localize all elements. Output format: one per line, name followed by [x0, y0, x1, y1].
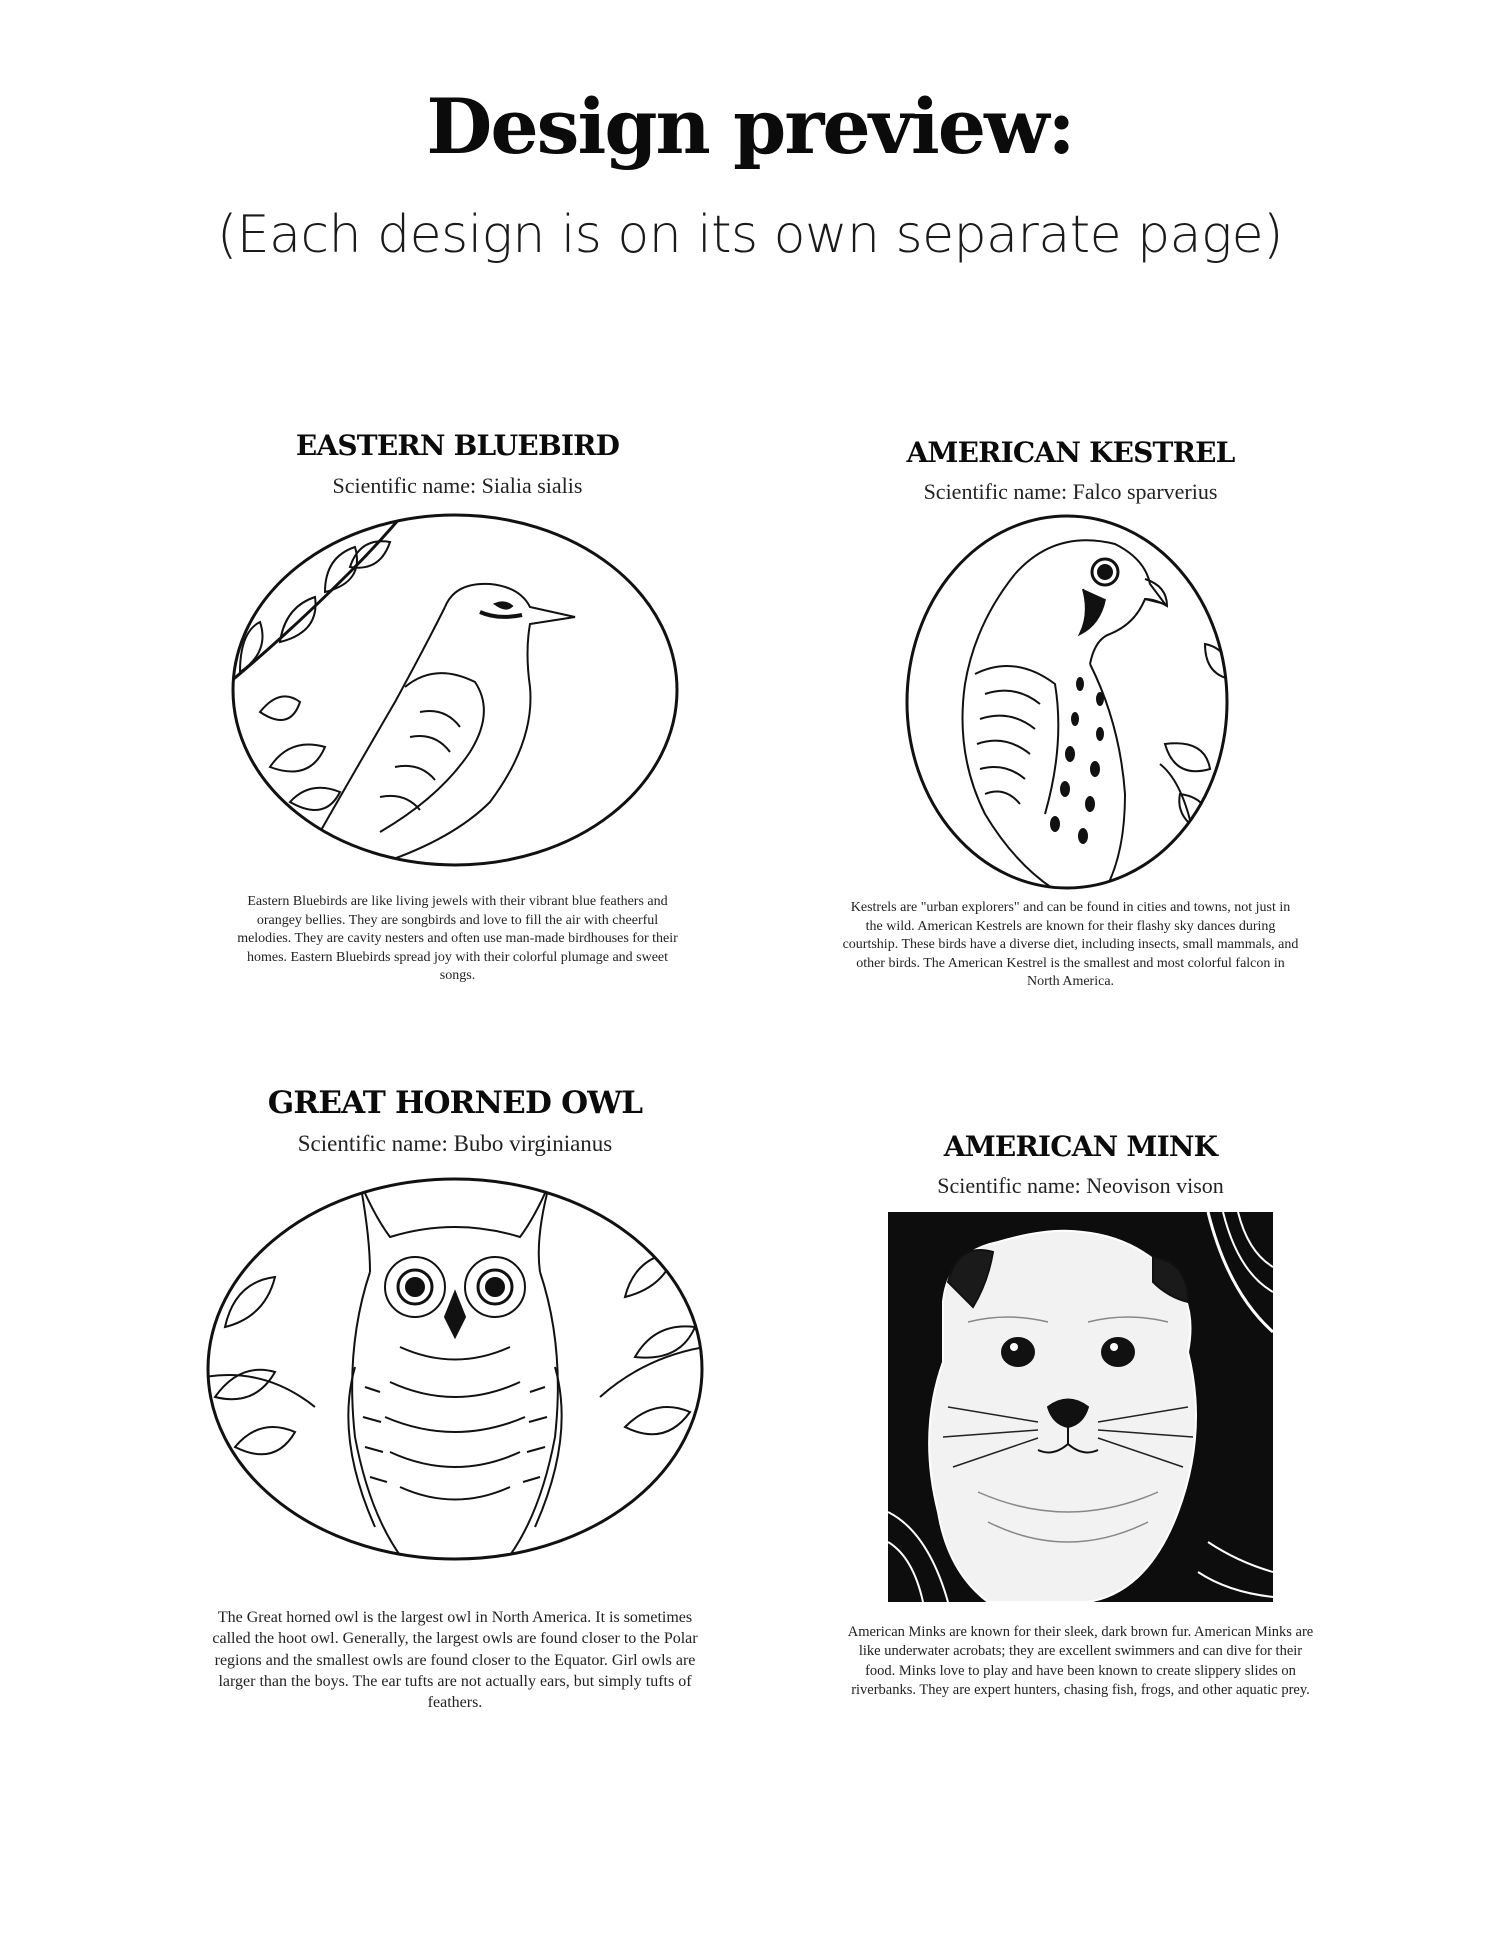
bluebird-illustration — [230, 512, 680, 867]
card-title: AMERICAN KESTREL — [906, 436, 1235, 469]
page-title: Design preview: — [426, 82, 1074, 171]
card-scientific-name: Scientific name: Sialia sialis — [332, 473, 583, 498]
owl-illustration — [205, 1177, 705, 1562]
design-card-american-mink — [838, 1125, 1323, 1725]
card-description: The Great horned owl is the largest owl in North America. It is sometimes called the hoot owl. Generally, the largest owls are found closer to the Polar regions and the smallest owls are found closer to the Equator. Girl owls are larger than the boys. The ear tufts are not actually ears, but simply tufts of feathers. — [212, 1609, 698, 1712]
card-title: GREAT HORNED OWL — [267, 1085, 643, 1121]
page-subtitle: (Each design is on its own separate page) — [217, 205, 1283, 265]
design-card-great-horned-owl — [195, 1080, 715, 1720]
design-card-eastern-bluebird — [225, 425, 690, 985]
card-description: Eastern Bluebirds are like living jewels with their vibrant blue feathers and orangey bellies. They are songbirds and love to fill the air with cheerful melodies. They are cavity nesters and often use man-made birdhouses for their homes. Eastern Bluebirds spread joy with their colorful plumage and sweet songs. — [237, 894, 678, 984]
card-scientific-name: Scientific name: Neovison vison — [937, 1173, 1224, 1198]
kestrel-illustration — [905, 514, 1230, 890]
card-description: Kestrels are "urban explorers" and can be found in cities and towns, not just in the wild. American Kestrels are known for their flashy sky dances during courtship. These birds have a diverse diet, including insects, small mammals, and other birds. The American Kestrel is the smallest and most colorful falcon in North America. — [842, 900, 1299, 990]
card-description: American Minks are known for their sleek, dark brown fur. American Minks are like underwater acrobats; they are excellent swimmers and can dive for their food. Minks love to play and have been known to create slippery slides on riverbanks. They are expert hunters, chasing fish, frogs, and other aquatic prey. — [847, 1624, 1314, 1698]
card-title: AMERICAN MINK — [943, 1130, 1218, 1163]
design-card-american-kestrel — [838, 432, 1303, 992]
mink-illustration — [888, 1212, 1273, 1602]
card-scientific-name: Scientific name: Bubo virginianus — [297, 1131, 613, 1156]
card-scientific-name: Scientific name: Falco sparverius — [923, 479, 1218, 504]
card-title: EASTERN BLUEBIRD — [295, 429, 620, 462]
